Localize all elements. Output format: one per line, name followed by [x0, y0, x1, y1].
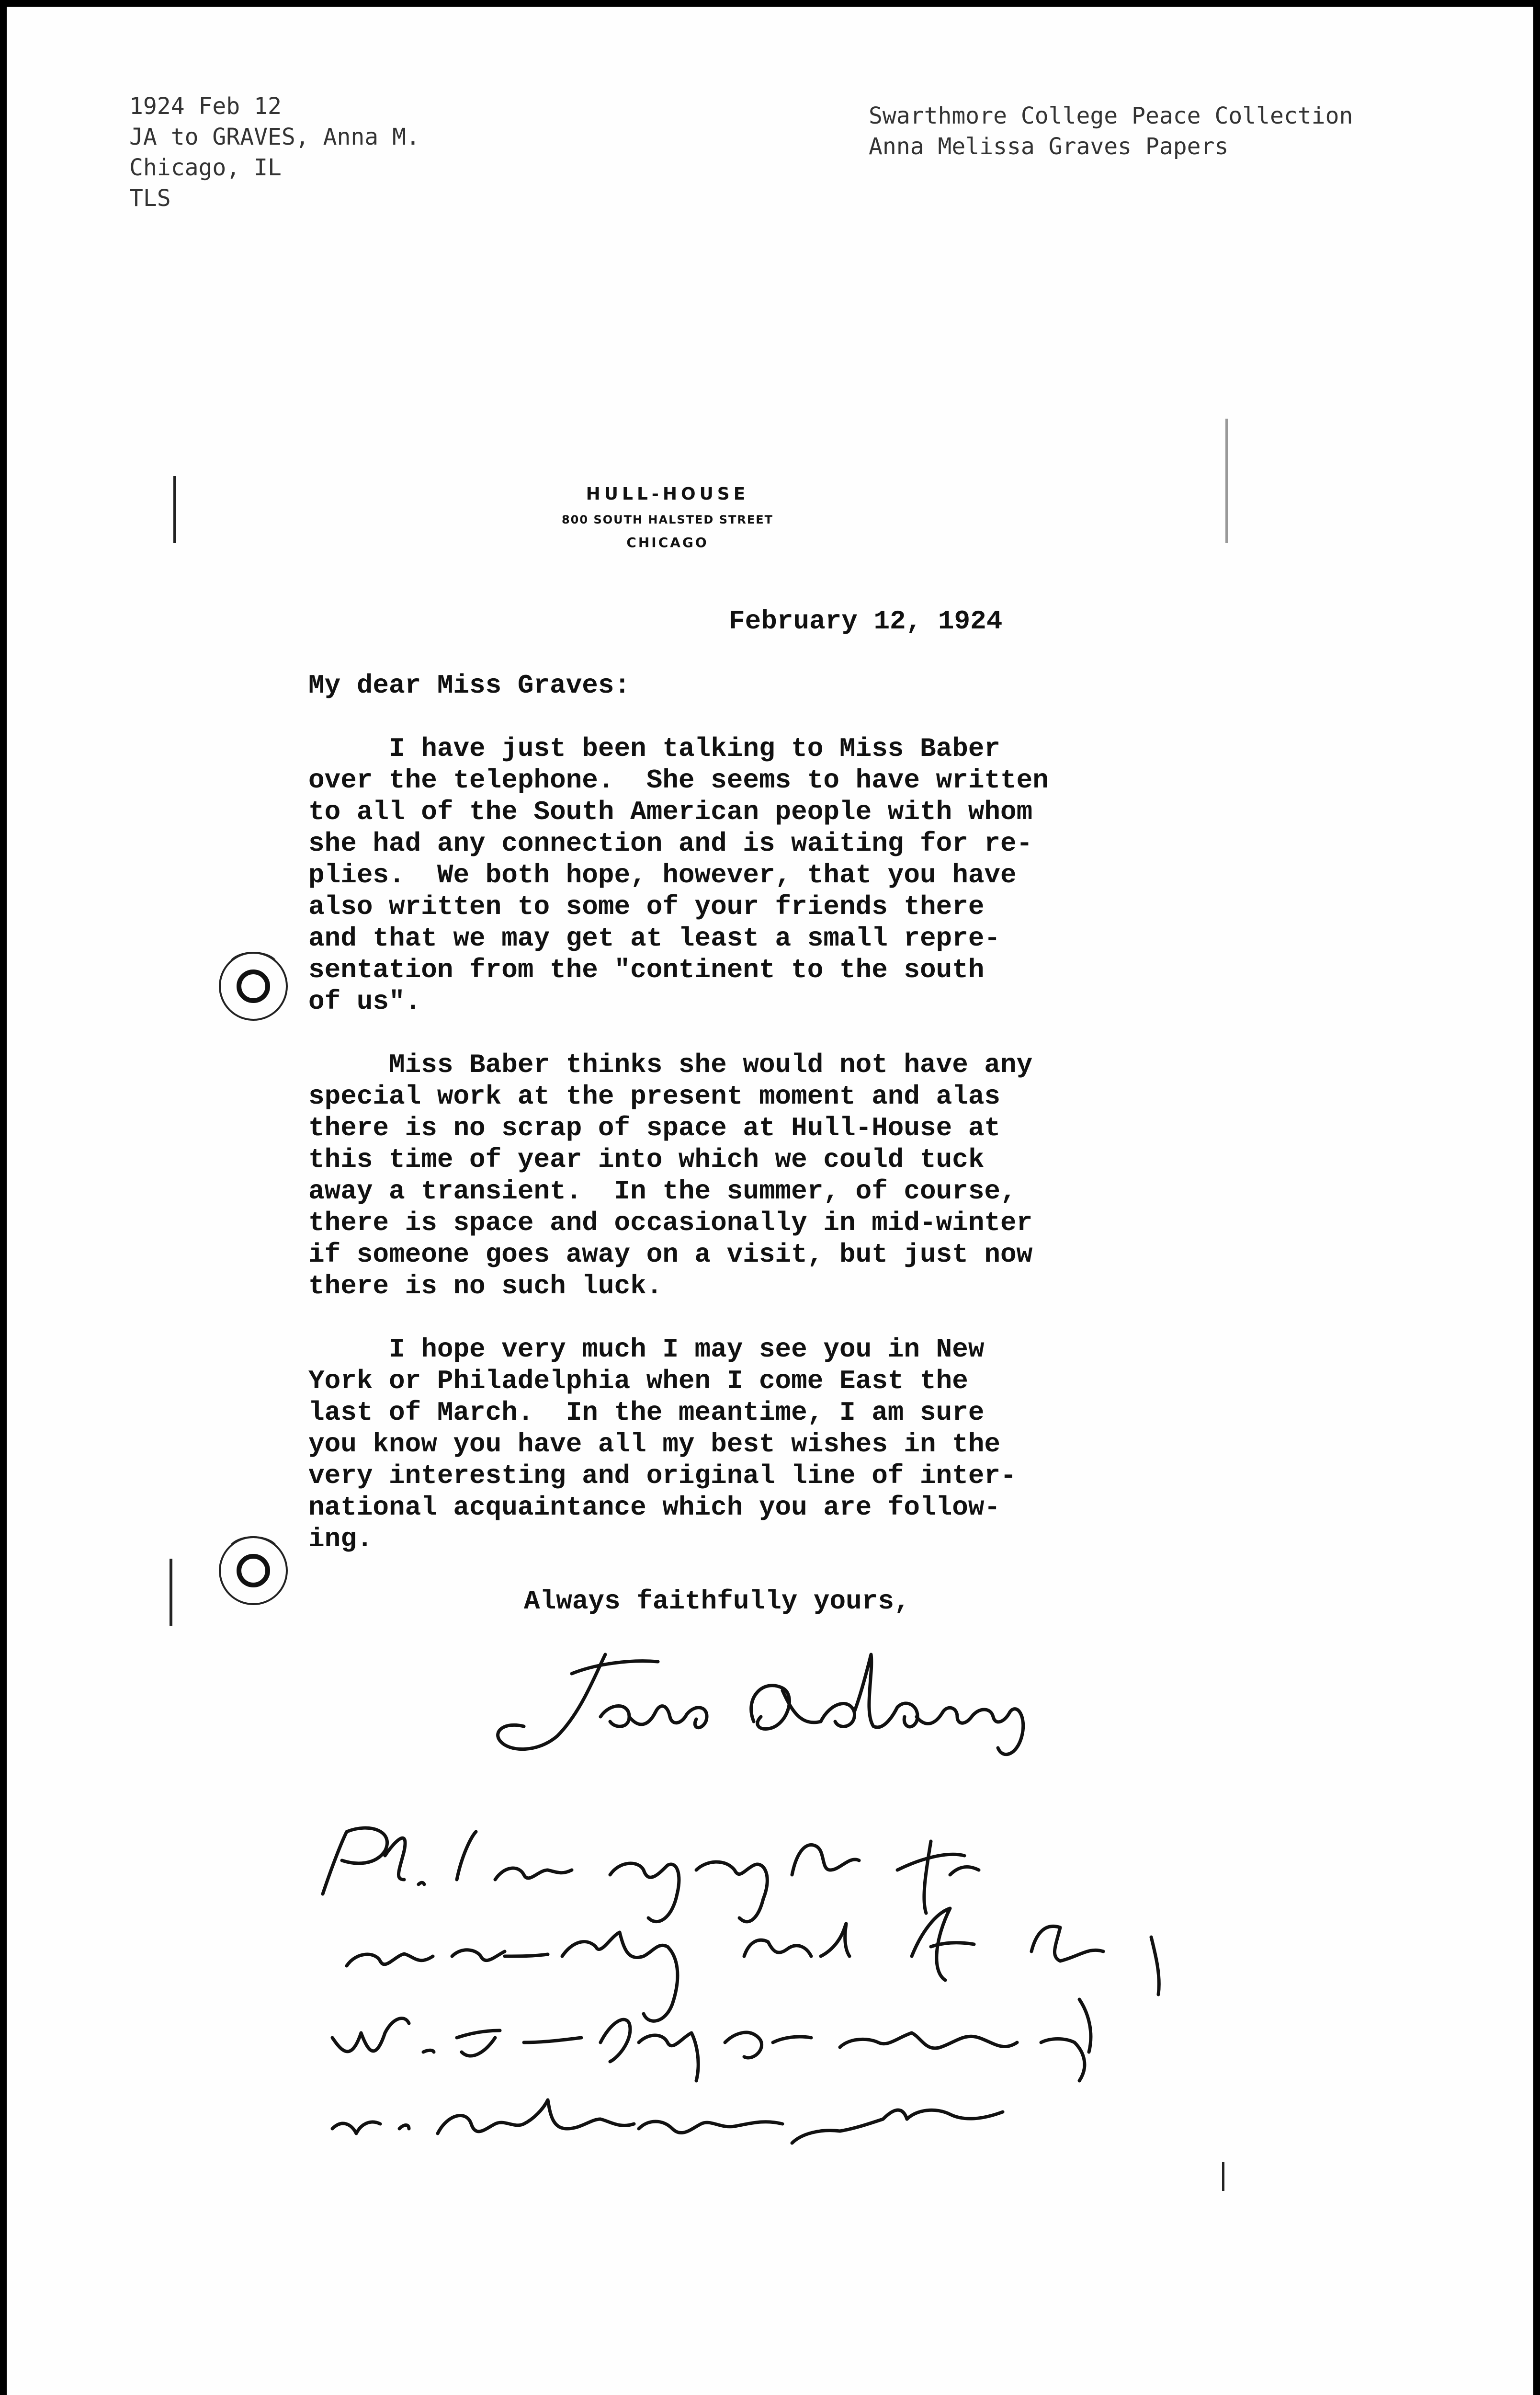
- letter-page: [7, 7, 1533, 2395]
- letter-closing: Always faithfully yours,: [524, 1586, 910, 1617]
- collection-label-line: Swarthmore College Peace Collection: [869, 103, 1353, 129]
- letter-line: there is space and occasionally in mid-winter: [308, 1208, 1033, 1238]
- letter-line: and that we may get at least a small repre-: [308, 923, 1001, 954]
- letter-line: very interesting and original line of inter-: [308, 1460, 1017, 1491]
- letter-line: away a transient. In the summer, of course,: [308, 1176, 1017, 1207]
- letter-date: February 12, 1924: [729, 606, 1003, 637]
- letterhead: [524, 481, 811, 554]
- letter-line: also written to some of your friends there: [308, 891, 985, 922]
- letter-line: there is no scrap of space at Hull-House at: [308, 1113, 1001, 1143]
- letter-paragraph: [308, 1049, 1314, 1302]
- letter-line: last of March. In the meantime, I am sure: [308, 1397, 985, 1428]
- letter-line: there is no such luck.: [308, 1271, 663, 1301]
- archive-label: [129, 91, 420, 214]
- archive-label-line: TLS: [129, 185, 171, 212]
- scan-edge-mark: [173, 476, 176, 543]
- collection-label-line: Anna Melissa Graves Papers: [869, 133, 1229, 160]
- scan-edge-mark: [1225, 419, 1228, 543]
- letter-line: you know you have all my best wishes in the: [308, 1429, 1001, 1460]
- letter-line: sentation from the "continent to the south: [308, 955, 985, 985]
- letterhead-address: 800 SOUTH HALSTED STREET: [561, 513, 774, 526]
- letter-line: I have just been talking to Miss Baber: [308, 733, 1001, 764]
- letter-line: plies. We both hope, however, that you have: [308, 860, 1017, 890]
- letter-line: Miss Baber thinks she would not have any: [308, 1049, 1033, 1080]
- letter-line: over the telephone. She seems to have written: [308, 765, 1049, 796]
- letter-line: ing.: [308, 1524, 373, 1554]
- letter-line: national acquaintance which you are follow-: [308, 1492, 1001, 1523]
- punch-hole-icon: [213, 1530, 294, 1611]
- letter-line: York or Philadelphia when I come East the: [308, 1366, 968, 1396]
- letter-salutation: My dear Miss Graves:: [308, 670, 631, 701]
- letter-line: I hope very much I may see you in New: [308, 1334, 985, 1365]
- scan-edge-mark: [170, 1559, 172, 1626]
- letter-line: she had any connection and is waiting for re-: [308, 828, 1033, 859]
- letter-line: special work at the present moment and alas: [308, 1081, 1001, 1112]
- handwritten-postscript: [313, 1813, 1223, 2181]
- letter-line: if someone goes away on a visit, but just now: [308, 1239, 1033, 1270]
- letter-paragraph: [308, 733, 1314, 1017]
- letterhead-city: CHICAGO: [626, 535, 709, 550]
- punch-hole-icon: [213, 946, 294, 1027]
- archive-label-line: JA to GRAVES, Anna M.: [129, 124, 420, 150]
- signature: [486, 1645, 1108, 1765]
- archive-label-line: 1924 Feb 12: [129, 93, 282, 120]
- archive-label-line: Chicago, IL: [129, 154, 282, 181]
- collection-label: [869, 101, 1353, 162]
- letter-line: of us".: [308, 986, 421, 1017]
- letter-line: to all of the South American people with whom: [308, 797, 1033, 827]
- letterhead-organization: HULL-HOUSE: [586, 484, 749, 504]
- letter-line: this time of year into which we could tuck: [308, 1144, 985, 1175]
- letter-paragraph: [308, 1334, 1314, 1555]
